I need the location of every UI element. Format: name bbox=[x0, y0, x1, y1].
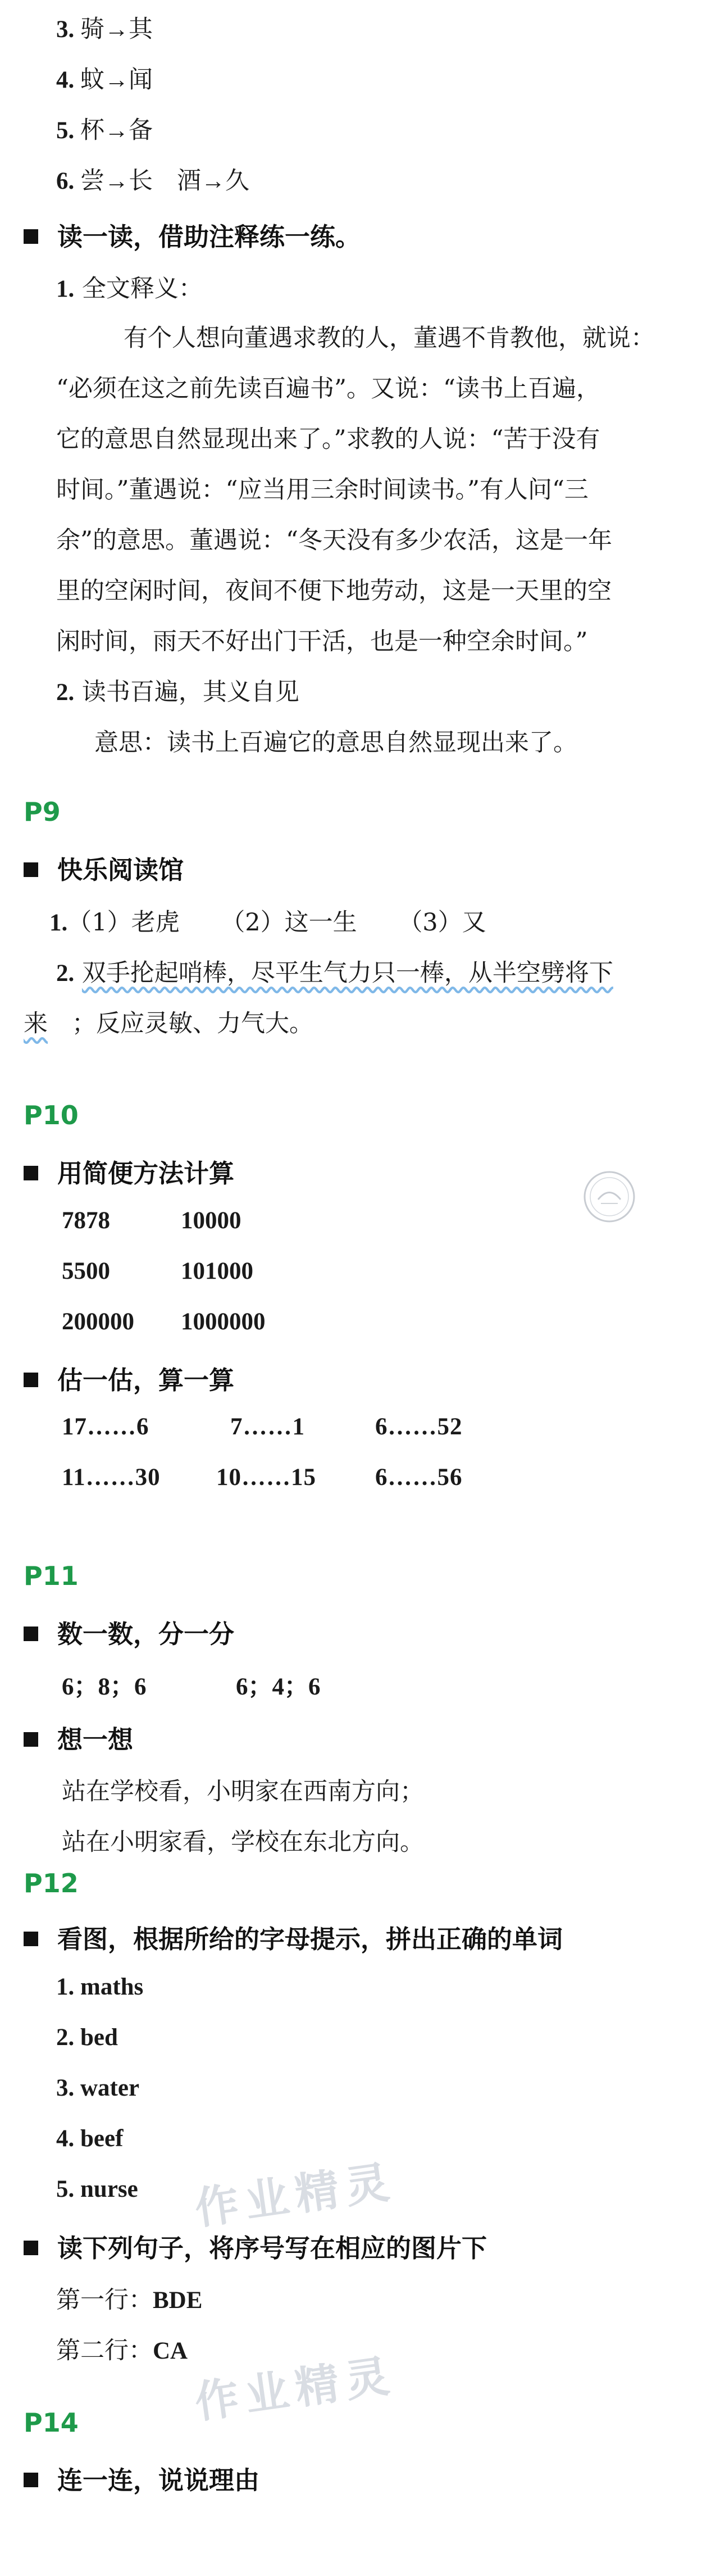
para-line: 里的空闲时间，夜间不便下地劳动，这是一天里的空 bbox=[56, 577, 612, 605]
bullet-icon bbox=[24, 229, 38, 244]
calc-value: 10000 bbox=[181, 1207, 241, 1234]
para-line: 闲时间，雨天不好出门干活，也是一种空余时间。” bbox=[56, 628, 588, 656]
answer-line-1: 1.（1）老虎 （2）这一生 （3）又 bbox=[49, 908, 486, 937]
bullet-icon bbox=[24, 2473, 38, 2487]
estimate-value: 10……15 bbox=[216, 1464, 316, 1491]
para-line: 有个人想向董遇求教的人，董遇不肯教他，就说： bbox=[124, 324, 655, 352]
estimate-value: 17……6 bbox=[62, 1414, 149, 1440]
read-item-2: 2. 读书百遍，其义自见 bbox=[56, 678, 299, 706]
meaning-line: 意思：读书上百遍它的意思自然显现出来了。 bbox=[94, 729, 577, 757]
section-heading-reading-hall: 快乐阅读馆 bbox=[24, 849, 184, 886]
word-item: 2. bed bbox=[56, 2024, 118, 2051]
section-heading-think: 想一想 bbox=[24, 1719, 133, 1756]
stamp-icon bbox=[581, 1169, 637, 1225]
calc-value: 5500 bbox=[62, 1258, 110, 1284]
estimate-value: 7……1 bbox=[230, 1414, 305, 1440]
list-item-5: 5. 杯→备 bbox=[56, 117, 153, 144]
think-line-2: 站在小明家看，学校在东北方向。 bbox=[62, 1828, 424, 1856]
estimate-value: 11……30 bbox=[62, 1464, 161, 1491]
word-item: 5. nurse bbox=[56, 2176, 138, 2202]
word-item: 4. beef bbox=[56, 2125, 124, 2152]
word-item: 3. water bbox=[56, 2075, 140, 2101]
list-item-3: 3. 骑→其 bbox=[56, 16, 153, 43]
para-line: 余”的意思。董遇说：“冬天没有多少农活，这是一年 bbox=[56, 526, 612, 555]
calc-value: 1000000 bbox=[181, 1309, 266, 1335]
section-heading-read: 读一读，借助注释练一练。 bbox=[24, 216, 361, 253]
page-label-p10: P10 bbox=[24, 1100, 79, 1130]
bullet-icon bbox=[24, 1627, 38, 1641]
section-heading-sentences: 读下列句子，将序号写在相应的图片下 bbox=[24, 2228, 487, 2264]
count-value-b: 6；4；6 bbox=[236, 1674, 321, 1700]
calc-value: 101000 bbox=[181, 1258, 253, 1284]
bullet-icon bbox=[24, 862, 38, 877]
word-item: 1. maths bbox=[56, 1974, 144, 2000]
list-item-4: 4. 蚊→闻 bbox=[56, 67, 153, 93]
watermark-text: 作业精灵 bbox=[192, 2156, 399, 2235]
answer-line-3: 来 ；反应灵敏、力气大。 bbox=[24, 1010, 313, 1038]
answer-line-2: 2. 双手抡起哨棒，尽平生气力只一棒，从半空劈将下 bbox=[56, 959, 613, 987]
page-label-p14: P14 bbox=[24, 2407, 79, 2438]
estimate-value: 6……56 bbox=[375, 1464, 463, 1491]
estimate-value: 6……52 bbox=[375, 1414, 463, 1440]
section-heading-count: 数一数，分一分 bbox=[24, 1614, 234, 1650]
bullet-icon bbox=[24, 1166, 38, 1180]
bullet-icon bbox=[24, 2241, 38, 2255]
page-label-p9: P9 bbox=[24, 797, 61, 827]
bullet-icon bbox=[24, 1373, 38, 1387]
page-label-p11: P11 bbox=[24, 1561, 79, 1591]
think-line-1: 站在学校看，小明家在西南方向； bbox=[62, 1778, 424, 1806]
row-answer-2: 第二行：CA bbox=[56, 2337, 188, 2365]
watermark-text: 作业精灵 bbox=[192, 2350, 399, 2429]
para-line: 它的意思自然显现出来了。”求教的人说：“苦于没有 bbox=[56, 425, 600, 453]
para-line: “必须在这之前先读百遍书”。又说：“读书上百遍， bbox=[56, 375, 600, 403]
count-value-a: 6；8；6 bbox=[62, 1674, 147, 1700]
read-item-1: 1. 全文释义： bbox=[56, 275, 203, 303]
section-heading-estimate: 估一估，算一算 bbox=[24, 1360, 234, 1396]
bullet-icon bbox=[24, 1732, 38, 1747]
para-line: 时间。”董遇说：“应当用三余时间读书。”有人问“三 bbox=[56, 476, 589, 504]
section-heading-spell: 看图，根据所给的字母提示，拼出正确的单词 bbox=[24, 1919, 563, 1955]
section-heading-connect: 连一连，说说理由 bbox=[24, 2460, 259, 2496]
calc-value: 7878 bbox=[62, 1207, 110, 1234]
section-heading-calc: 用简便方法计算 bbox=[24, 1153, 234, 1189]
list-item-6: 6. 尝→长 酒→久 bbox=[56, 168, 249, 194]
bullet-icon bbox=[24, 1932, 38, 1946]
page-label-p12: P12 bbox=[24, 1868, 79, 1898]
row-answer-1: 第一行：BDE bbox=[56, 2286, 203, 2314]
calc-value: 200000 bbox=[62, 1309, 134, 1335]
